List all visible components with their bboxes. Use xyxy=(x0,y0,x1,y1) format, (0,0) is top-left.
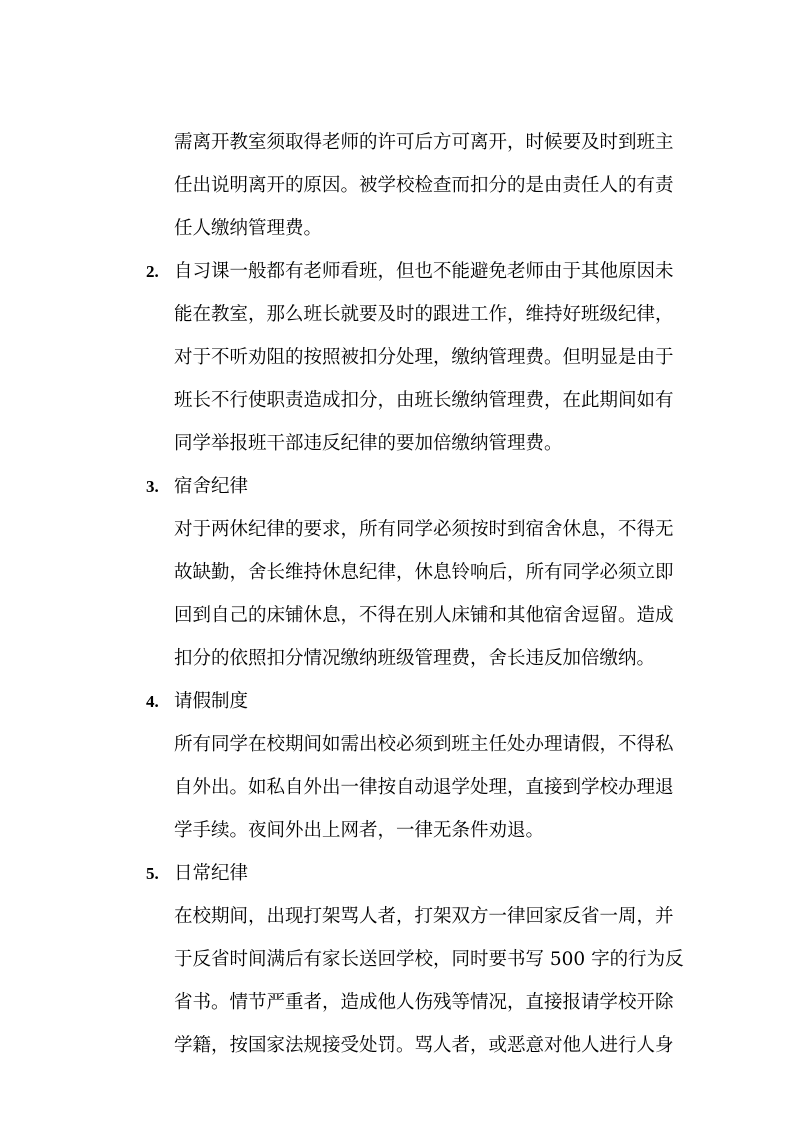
text-line: 扣分的依照扣分情况缴纳班级管理费，舍长违反加倍缴纳。 xyxy=(174,648,656,669)
section-heading: 请假制度 xyxy=(174,691,249,712)
item-number: 4. xyxy=(146,692,159,711)
text-line: 任人缴纳管理费。 xyxy=(174,218,323,239)
text-line: 对于不听劝阻的按照被扣分处理，缴纳管理费。但明显是由于 xyxy=(174,347,674,368)
text-line: 需离开教室须取得老师的许可后方可离开，时候要及时到班主 xyxy=(174,132,674,153)
item-number: 3. xyxy=(146,477,159,496)
text-line: 能在教室，那么班长就要及时的跟进工作，维持好班级纪律， xyxy=(174,304,674,325)
item-number: 5. xyxy=(146,864,159,883)
section-heading: 宿舍纪律 xyxy=(174,476,249,497)
text-line: 学籍，按国家法规接受处罚。骂人者，或恶意对他人进行人身 xyxy=(174,1035,674,1056)
text-line: 于反省时间满后有家长送回学校，同时要书写 500 字的行为反 xyxy=(174,949,684,970)
text-line: 自外出。如私自外出一律按自动退学处理，直接到学校办理退 xyxy=(174,777,674,798)
text-line: 学手续。夜间外出上网者，一律无条件劝退。 xyxy=(174,820,545,841)
item-number: 2. xyxy=(146,262,159,281)
section-heading: 日常纪律 xyxy=(174,863,249,884)
text-line: 在校期间，出现打架骂人者，打架双方一律回家反省一周，并 xyxy=(174,906,674,927)
text-line: 所有同学在校期间如需出校必须到班主任处办理请假，不得私 xyxy=(174,734,674,755)
text-line: 同学举报班干部违反纪律的要加倍缴纳管理费。 xyxy=(174,433,563,454)
text-line: 省书。情节严重者，造成他人伤残等情况，直接报请学校开除 xyxy=(174,992,674,1013)
text-line: 故缺勤，舍长维持休息纪律，休息铃响后，所有同学必须立即 xyxy=(174,562,674,583)
text-line: 任出说明离开的原因。被学校检查而扣分的是由责任人的有责 xyxy=(174,175,674,196)
text-line: 自习课一般都有老师看班，但也不能避免老师由于其他原因未 xyxy=(174,261,674,282)
text-line: 对于两休纪律的要求，所有同学必须按时到宿舍休息，不得无 xyxy=(174,519,674,540)
text-line: 班长不行使职责造成扣分，由班长缴纳管理费，在此期间如有 xyxy=(174,390,674,411)
text-line: 回到自己的床铺休息，不得在别人床铺和其他宿舍逗留。造成 xyxy=(174,605,674,626)
